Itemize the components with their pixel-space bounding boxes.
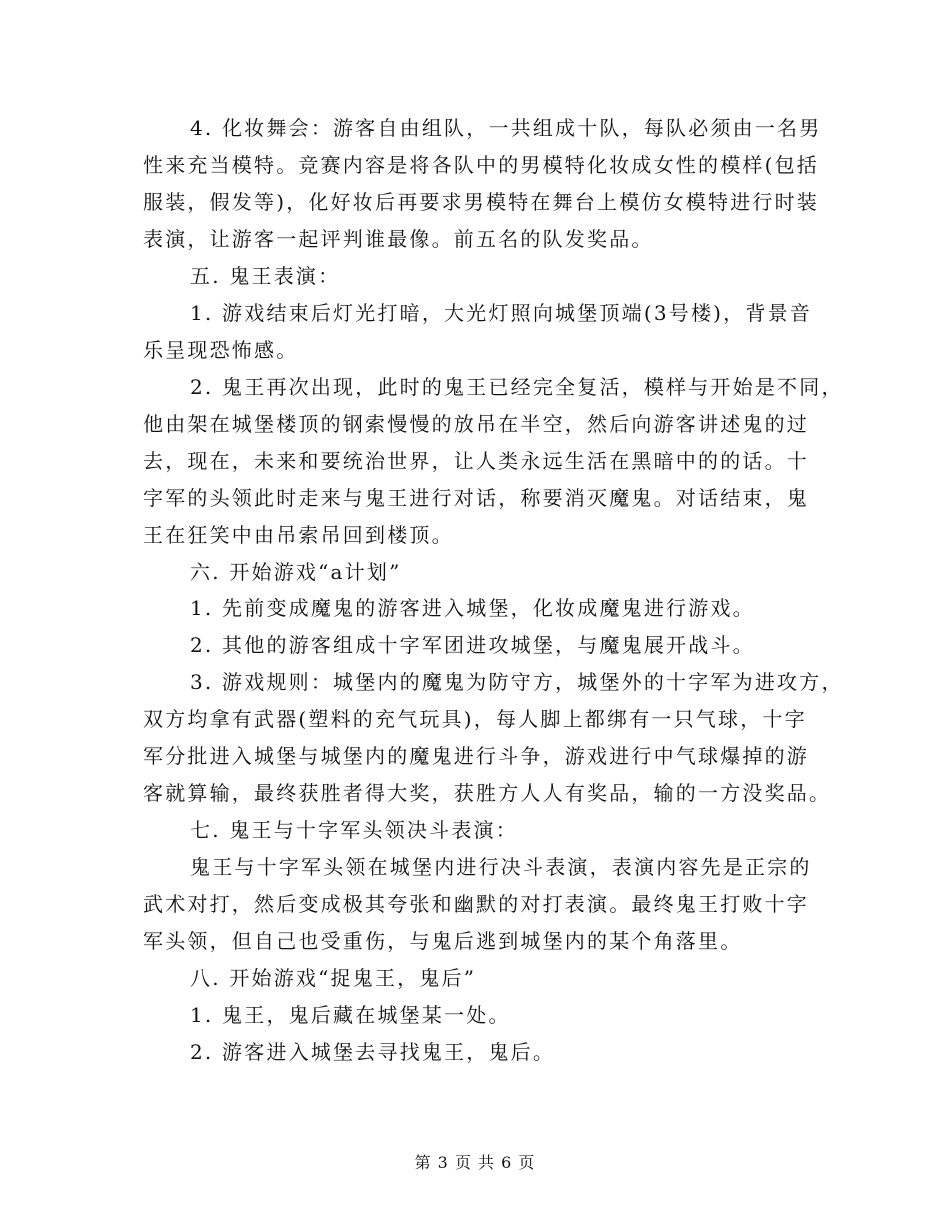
- paragraph-line: 表演，让游客一起评判谁最像。前五名的队发奖品。: [143, 227, 654, 251]
- section-heading: 五. 鬼王表演：: [190, 264, 341, 288]
- paragraph-line: 服装，假发等)，化好妆后再要求男模特在舞台上模仿女模特进行时装: [143, 190, 820, 214]
- paragraph-line: 军头领，但自己也受重伤，与鬼后逃到城堡内的某个角落里。: [143, 929, 743, 953]
- paragraph-line: 客就算输，最终获胜者得大奖，获胜方人人有奖品，输的一方没奖品。: [143, 781, 832, 805]
- paragraph-line: 1. 鬼王，鬼后藏在城堡某一处。: [190, 1003, 511, 1027]
- section-heading: 八. 开始游戏“捉鬼王，鬼后”: [190, 966, 477, 990]
- paragraph-line: 鬼王与十字军头领在城堡内进行决斗表演，表演内容先是正宗的: [190, 855, 812, 879]
- paragraph-line: 性来充当模特。竞赛内容是将各队中的男模特化妆成女性的模样(包括: [143, 153, 820, 177]
- paragraph-line: 乐呈现恐怖感。: [143, 338, 299, 362]
- paragraph-line: 4. 化妆舞会：游客自由组队，一共组成十队，每队必须由一名男: [190, 116, 822, 140]
- paragraph-line: 王在狂笑中由吊索吊回到楼顶。: [143, 523, 454, 547]
- paragraph-line: 去，现在，未来和要统治世界，让人类永远生活在黑暗中的的话。十: [143, 449, 809, 473]
- paragraph-line: 字军的头领此时走来与鬼王进行对话，称要消灭魔鬼。对话结束，鬼: [143, 486, 809, 510]
- paragraph-line: 2. 游客进入城堡去寻找鬼王，鬼后。: [190, 1040, 556, 1064]
- page-number: 第 3 页 共 6 页: [414, 1153, 536, 1172]
- paragraph-line: 1. 游戏结束后灯光打暗，大光灯照向城堡顶端(3号楼)，背景音: [190, 301, 812, 325]
- paragraph-line: 军分批进入城堡与城堡内的魔鬼进行斗争，游戏进行中气球爆掉的游: [143, 744, 809, 768]
- paragraph-line: 2. 其他的游客组成十字军团进攻城堡，与魔鬼展开战斗。: [190, 633, 755, 657]
- paragraph-line: 他由架在城堡楼顶的钢索慢慢的放吊在半空，然后向游客讲述鬼的过: [143, 412, 809, 436]
- paragraph-line: 武术对打，然后变成极其夸张和幽默的对打表演。最终鬼王打败十字: [143, 892, 809, 916]
- section-heading: 七. 鬼王与十字军头领决斗表演：: [190, 818, 518, 842]
- section-heading: 六. 开始游戏“a计划”: [190, 560, 402, 584]
- paragraph-line: 2. 鬼王再次出现，此时的鬼王已经完全复活，模样与开始是不同，: [190, 375, 844, 399]
- paragraph-line: 双方均拿有武器(塑料的充气玩具)，每人脚上都绑有一只气球，十字: [143, 707, 807, 731]
- paragraph-line: 1. 先前变成魔鬼的游客进入城堡，化妆成魔鬼进行游戏。: [190, 596, 755, 620]
- paragraph-line: 3. 游戏规则：城堡内的魔鬼为防守方，城堡外的十字军为进攻方，: [190, 670, 844, 694]
